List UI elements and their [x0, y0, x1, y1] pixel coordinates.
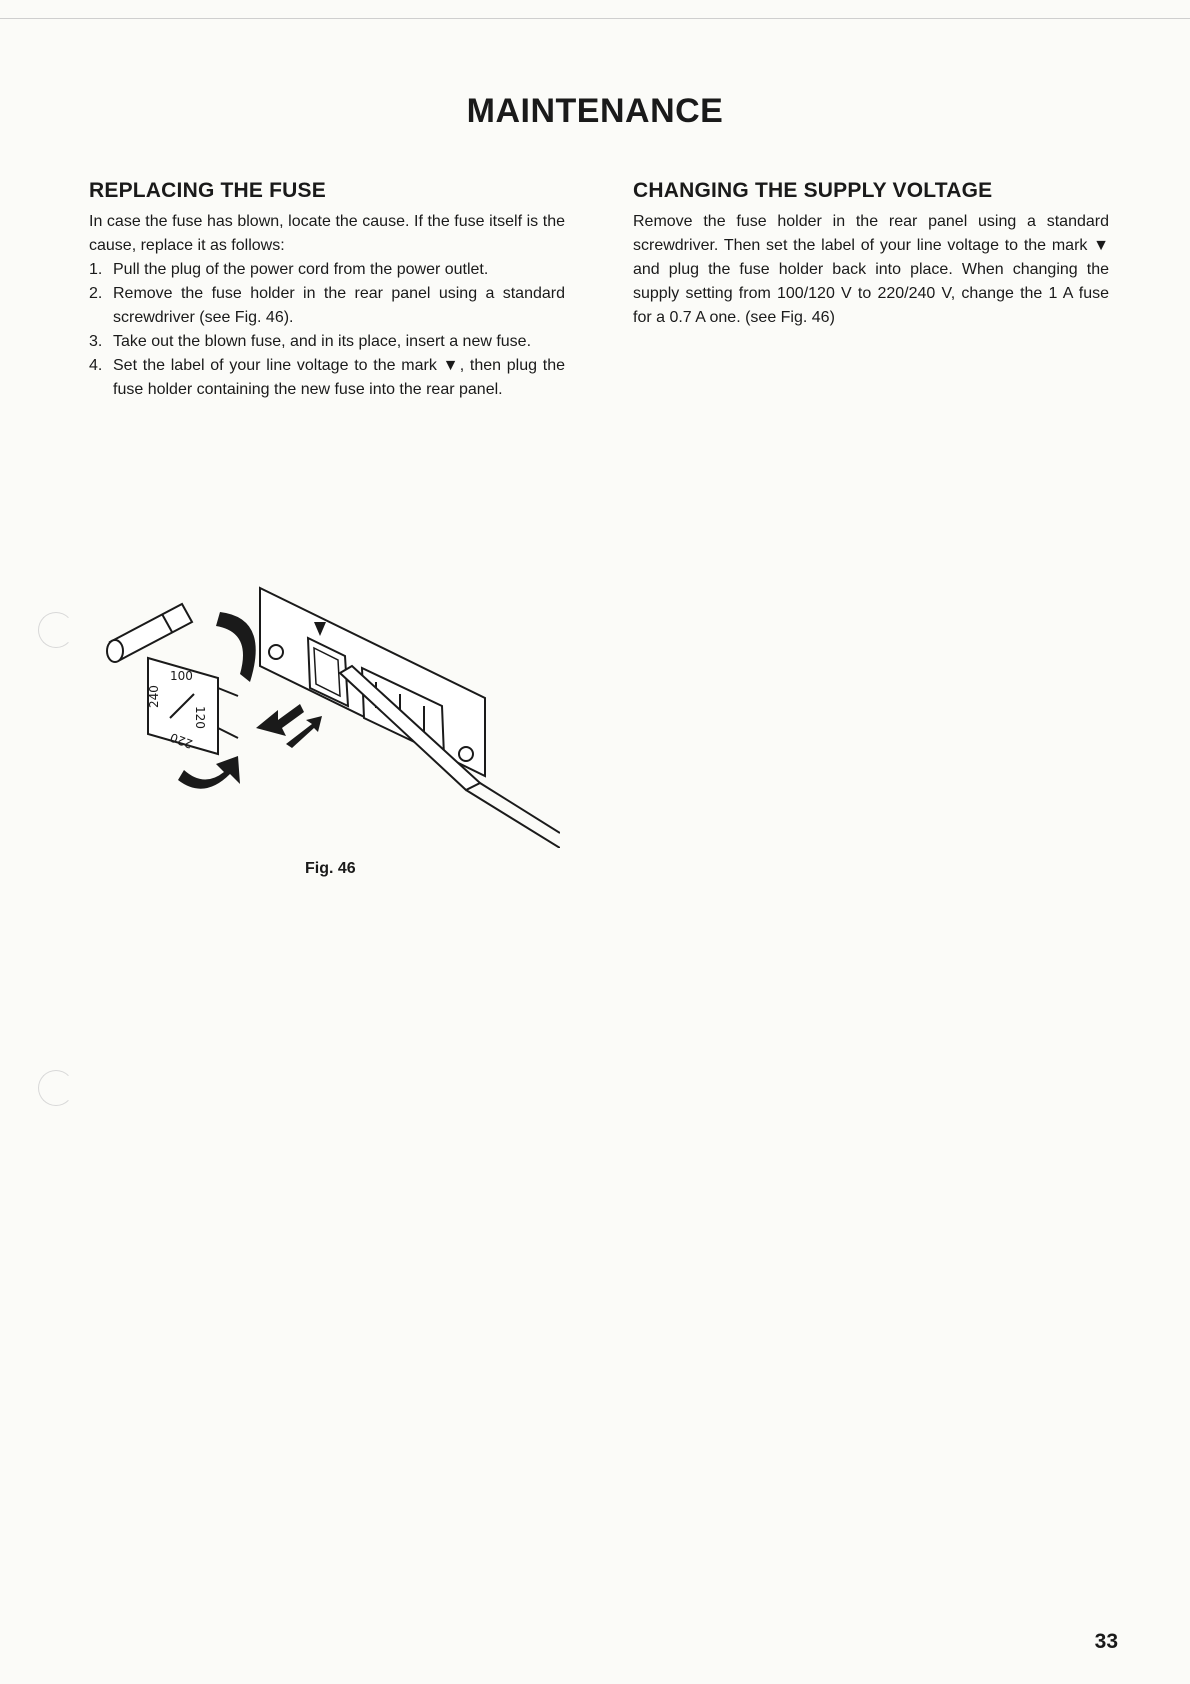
steps-list — [89, 258, 565, 402]
dial-label: 120 — [193, 706, 207, 729]
fuse-replacement-illustration — [100, 578, 560, 848]
list-item: 3. Take out the blown fuse, and in its place, insert a new fuse. — [89, 333, 532, 350]
fuse-holder-dial — [147, 658, 238, 754]
top-rule — [0, 18, 1190, 19]
supply-voltage-section — [633, 178, 1109, 330]
dial-label: 220 — [168, 730, 195, 752]
dial-label: 100 — [170, 669, 193, 683]
pull-arrow-icon — [256, 704, 304, 736]
section-intro: In case the fuse has blown, locate the cause. If the fuse itself is the cause, replace it as follows: — [89, 213, 565, 254]
section-heading: REPLACING THE FUSE — [89, 179, 326, 202]
replacing-fuse-section — [89, 178, 565, 402]
list-item: 4. Set the label of your line voltage to the mark ▼, then plug the fuse holder containing the new fuse into the rear panel. — [89, 357, 565, 398]
page-number: 33 — [1094, 1630, 1118, 1653]
punch-hole-mark — [38, 1070, 74, 1106]
fuse-icon — [107, 604, 192, 662]
rotate-arrow-icon — [178, 756, 240, 789]
figure-caption: Fig. 46 — [305, 860, 356, 877]
page-title: MAINTENANCE — [466, 92, 724, 130]
dial-label: 240 — [147, 685, 161, 708]
section-body: Remove the fuse holder in the rear panel using a standard screwdriver. Then set the label of your line voltage to the mark ▼ and plug the fuse holder back into place. When changing the supply setting from 100/120 V to 220/240 V, change the 1 A fuse for a 0.7 A one. (see Fig. 46) — [633, 213, 1109, 326]
insert-arrow-icon — [216, 612, 256, 682]
section-heading: CHANGING THE SUPPLY VOLTAGE — [633, 179, 993, 202]
list-item: 2. Remove the fuse holder in the rear panel using a standard screwdriver (see Fig. 46). — [89, 285, 565, 326]
list-item: 1. Pull the plug of the power cord from the power outlet. — [89, 261, 489, 278]
punch-hole-mark — [38, 612, 74, 648]
